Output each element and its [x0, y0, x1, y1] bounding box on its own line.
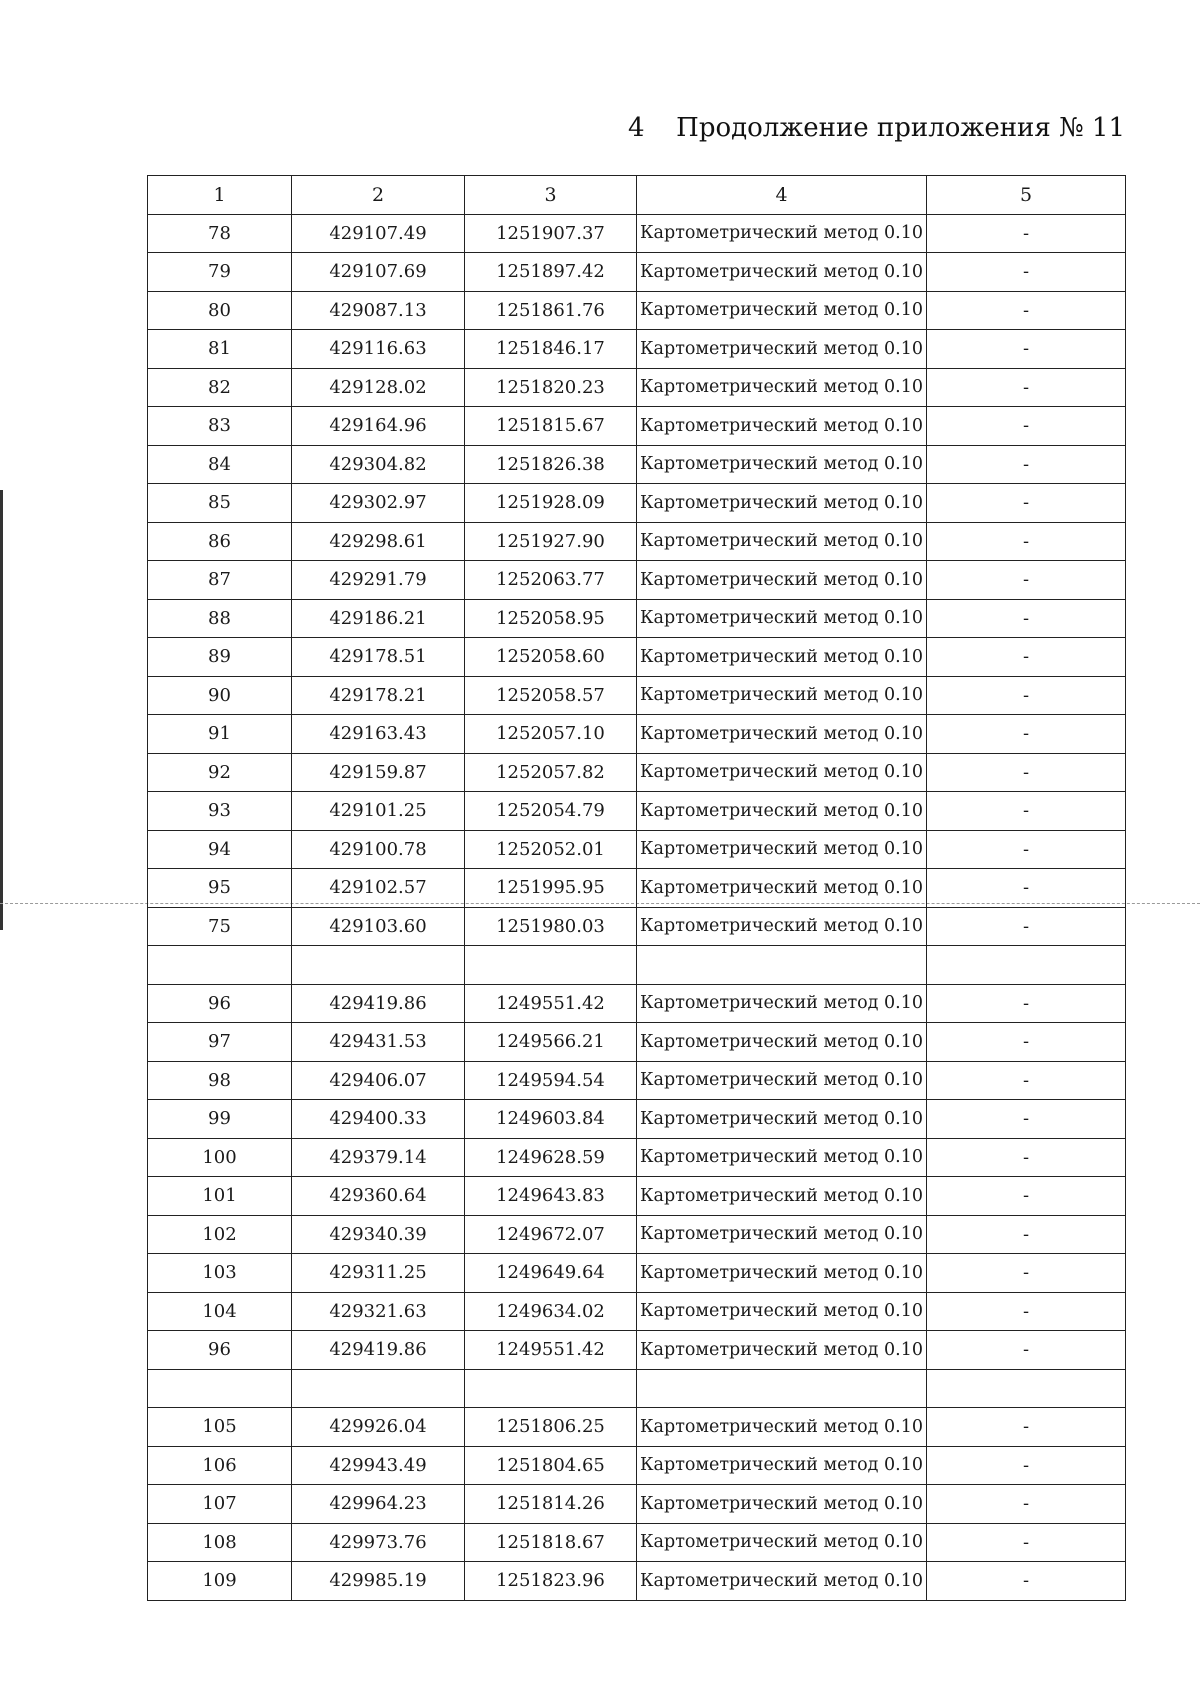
table-row: [148, 869, 1126, 908]
cell-description: -: [927, 1215, 1126, 1254]
cell-description: -: [927, 1485, 1126, 1524]
cell-x-coordinate: 429159.87: [292, 753, 465, 792]
cell-method: Картометрический метод 0.10: [637, 214, 927, 253]
cell-method: Картометрический метод 0.10: [637, 1254, 927, 1293]
cell-method: Картометрический метод 0.10: [637, 1292, 927, 1331]
cell-description: -: [927, 1061, 1126, 1100]
table-header-row: [148, 176, 1126, 215]
cell-method: Картометрический метод 0.10: [637, 522, 927, 561]
cell-y-coordinate: 1251823.96: [465, 1562, 637, 1601]
cell-y-coordinate: 1251826.38: [465, 445, 637, 484]
cell-point-number: 96: [148, 984, 292, 1023]
cell-y-coordinate: 1249643.83: [465, 1177, 637, 1216]
cell-description: -: [927, 1446, 1126, 1485]
cell-method: Картометрический метод 0.10: [637, 907, 927, 946]
cell-description: [927, 946, 1126, 985]
cell-method: Картометрический метод 0.10: [637, 1523, 927, 1562]
table-row: [148, 1061, 1126, 1100]
cell-point-number: 82: [148, 368, 292, 407]
column-header-method-accuracy: 4: [637, 176, 927, 215]
table-row: [148, 1100, 1126, 1139]
cell-point-number: 89: [148, 638, 292, 677]
cell-method: Картометрический метод 0.10: [637, 715, 927, 754]
table-row: [148, 407, 1126, 446]
cell-description: -: [927, 830, 1126, 869]
cell-x-coordinate: 429302.97: [292, 484, 465, 523]
cell-y-coordinate: 1251897.42: [465, 253, 637, 292]
cell-x-coordinate: 429087.13: [292, 291, 465, 330]
table-row: [148, 1138, 1126, 1177]
cell-point-number: 102: [148, 1215, 292, 1254]
cell-y-coordinate: 1249594.54: [465, 1061, 637, 1100]
cell-x-coordinate: 429116.63: [292, 330, 465, 369]
cell-method: Картометрический метод 0.10: [637, 445, 927, 484]
cell-method: [637, 946, 927, 985]
cell-y-coordinate: 1249672.07: [465, 1215, 637, 1254]
cell-method: Картометрический метод 0.10: [637, 1023, 927, 1062]
cell-point-number: 79: [148, 253, 292, 292]
cell-method: Картометрический метод 0.10: [637, 561, 927, 600]
cell-description: -: [927, 715, 1126, 754]
cell-y-coordinate: 1252054.79: [465, 792, 637, 831]
cell-y-coordinate: 1249551.42: [465, 1331, 637, 1370]
cell-description: -: [927, 368, 1126, 407]
cell-y-coordinate: 1251815.67: [465, 407, 637, 446]
table-row: [148, 484, 1126, 523]
cell-description: [927, 1369, 1126, 1408]
cell-point-number: 104: [148, 1292, 292, 1331]
table-row: [148, 368, 1126, 407]
cell-description: -: [927, 984, 1126, 1023]
cell-x-coordinate: 429943.49: [292, 1446, 465, 1485]
cell-y-coordinate: [465, 1369, 637, 1408]
table-row: [148, 792, 1126, 831]
cell-x-coordinate: 429101.25: [292, 792, 465, 831]
cell-method: Картометрический метод 0.10: [637, 599, 927, 638]
column-header-y-coordinate: 3: [465, 176, 637, 215]
cell-description: -: [927, 1177, 1126, 1216]
cell-x-coordinate: 429360.64: [292, 1177, 465, 1216]
cell-point-number: 99: [148, 1100, 292, 1139]
cell-x-coordinate: 429379.14: [292, 1138, 465, 1177]
cell-method: Картометрический метод 0.10: [637, 638, 927, 677]
table-row: [148, 753, 1126, 792]
cell-x-coordinate: 429107.69: [292, 253, 465, 292]
cell-method: Картометрический метод 0.10: [637, 407, 927, 446]
cell-x-coordinate: 429964.23: [292, 1485, 465, 1524]
cell-method: Картометрический метод 0.10: [637, 753, 927, 792]
cell-method: Картометрический метод 0.10: [637, 368, 927, 407]
cell-y-coordinate: 1252058.57: [465, 676, 637, 715]
cell-point-number: 78: [148, 214, 292, 253]
cell-method: Картометрический метод 0.10: [637, 792, 927, 831]
table-row: [148, 599, 1126, 638]
cell-description: -: [927, 561, 1126, 600]
cell-y-coordinate: 1249551.42: [465, 984, 637, 1023]
table-row: [148, 907, 1126, 946]
cell-description: -: [927, 1254, 1126, 1293]
cell-point-number: 93: [148, 792, 292, 831]
cell-x-coordinate: 429926.04: [292, 1408, 465, 1447]
cell-description: -: [927, 1408, 1126, 1447]
cell-x-coordinate: 429321.63: [292, 1292, 465, 1331]
cell-x-coordinate: 429186.21: [292, 599, 465, 638]
cell-point-number: 88: [148, 599, 292, 638]
cell-x-coordinate: [292, 1369, 465, 1408]
cell-x-coordinate: 429973.76: [292, 1523, 465, 1562]
cell-x-coordinate: 429107.49: [292, 214, 465, 253]
cell-y-coordinate: 1251907.37: [465, 214, 637, 253]
table-row: [148, 984, 1126, 1023]
cell-point-number: 95: [148, 869, 292, 908]
cell-x-coordinate: 429178.21: [292, 676, 465, 715]
cell-point-number: 92: [148, 753, 292, 792]
scan-edge-mark: [0, 490, 3, 930]
cell-description: -: [927, 792, 1126, 831]
cell-y-coordinate: 1249634.02: [465, 1292, 637, 1331]
cell-description: -: [927, 407, 1126, 446]
cell-y-coordinate: 1251927.90: [465, 522, 637, 561]
cell-y-coordinate: 1251806.25: [465, 1408, 637, 1447]
table-row: [148, 1254, 1126, 1293]
cell-y-coordinate: 1252058.60: [465, 638, 637, 677]
cell-point-number: 107: [148, 1485, 292, 1524]
cell-method: Картометрический метод 0.10: [637, 830, 927, 869]
cell-y-coordinate: 1251980.03: [465, 907, 637, 946]
cell-description: -: [927, 445, 1126, 484]
coordinates-table: [147, 175, 1126, 1601]
table-row: [148, 1177, 1126, 1216]
cell-method: Картометрический метод 0.10: [637, 291, 927, 330]
cell-description: -: [927, 1292, 1126, 1331]
page-number: 4: [628, 113, 645, 143]
cell-y-coordinate: 1251820.23: [465, 368, 637, 407]
table-row: [148, 445, 1126, 484]
cell-point-number: 87: [148, 561, 292, 600]
cell-description: -: [927, 1331, 1126, 1370]
cell-x-coordinate: 429985.19: [292, 1562, 465, 1601]
cell-point-number: [148, 946, 292, 985]
cell-method: Картометрический метод 0.10: [637, 1562, 927, 1601]
cell-method: Картометрический метод 0.10: [637, 1408, 927, 1447]
cell-x-coordinate: 429419.86: [292, 984, 465, 1023]
cell-method: Картометрический метод 0.10: [637, 330, 927, 369]
cell-method: Картометрический метод 0.10: [637, 484, 927, 523]
cell-description: -: [927, 907, 1126, 946]
cell-description: -: [927, 1100, 1126, 1139]
cell-method: [637, 1369, 927, 1408]
table-row: [148, 1446, 1126, 1485]
cell-y-coordinate: 1251814.26: [465, 1485, 637, 1524]
column-header-point-number: 1: [148, 176, 292, 215]
cell-y-coordinate: 1251818.67: [465, 1523, 637, 1562]
table-row: [148, 715, 1126, 754]
cell-point-number: 81: [148, 330, 292, 369]
cell-point-number: 98: [148, 1061, 292, 1100]
appendix-continuation-title: Продолжение приложения № 11: [676, 113, 1125, 143]
table-row: [148, 1292, 1126, 1331]
cell-point-number: 90: [148, 676, 292, 715]
cell-y-coordinate: 1251846.17: [465, 330, 637, 369]
cell-description: -: [927, 869, 1126, 908]
table-row: [148, 253, 1126, 292]
cell-x-coordinate: 429102.57: [292, 869, 465, 908]
table-row: [148, 291, 1126, 330]
table-row: [148, 638, 1126, 677]
cell-x-coordinate: 429298.61: [292, 522, 465, 561]
cell-x-coordinate: 429291.79: [292, 561, 465, 600]
cell-point-number: 106: [148, 1446, 292, 1485]
table-row: [148, 1023, 1126, 1062]
table-row: [148, 330, 1126, 369]
table-row: [148, 946, 1126, 985]
cell-y-coordinate: 1251995.95: [465, 869, 637, 908]
cell-point-number: 105: [148, 1408, 292, 1447]
table-header: [148, 176, 1126, 215]
cell-point-number: [148, 1369, 292, 1408]
cell-x-coordinate: 429304.82: [292, 445, 465, 484]
table-row: [148, 1369, 1126, 1408]
table-row: [148, 1562, 1126, 1601]
cell-x-coordinate: 429311.25: [292, 1254, 465, 1293]
cell-y-coordinate: 1249628.59: [465, 1138, 637, 1177]
cell-method: Картометрический метод 0.10: [637, 1138, 927, 1177]
cell-point-number: 103: [148, 1254, 292, 1293]
cell-y-coordinate: 1249649.64: [465, 1254, 637, 1293]
cell-description: -: [927, 484, 1126, 523]
cell-y-coordinate: 1251928.09: [465, 484, 637, 523]
table-row: [148, 1408, 1126, 1447]
cell-method: Картометрический метод 0.10: [637, 1485, 927, 1524]
table-row: [148, 561, 1126, 600]
cell-point-number: 97: [148, 1023, 292, 1062]
column-header-description: 5: [927, 176, 1126, 215]
cell-description: -: [927, 1523, 1126, 1562]
cell-y-coordinate: 1252057.82: [465, 753, 637, 792]
cell-x-coordinate: 429400.33: [292, 1100, 465, 1139]
cell-x-coordinate: 429431.53: [292, 1023, 465, 1062]
cell-x-coordinate: 429178.51: [292, 638, 465, 677]
table-row: [148, 214, 1126, 253]
cell-method: Картометрический метод 0.10: [637, 1446, 927, 1485]
cell-y-coordinate: 1249566.21: [465, 1023, 637, 1062]
cell-y-coordinate: [465, 946, 637, 985]
cell-description: -: [927, 599, 1126, 638]
cell-method: Картометрический метод 0.10: [637, 869, 927, 908]
table-row: [148, 1215, 1126, 1254]
cell-point-number: 96: [148, 1331, 292, 1370]
cell-description: -: [927, 676, 1126, 715]
cell-method: Картометрический метод 0.10: [637, 1100, 927, 1139]
cell-y-coordinate: 1252063.77: [465, 561, 637, 600]
cell-method: Картометрический метод 0.10: [637, 1177, 927, 1216]
cell-x-coordinate: 429164.96: [292, 407, 465, 446]
cell-description: -: [927, 1562, 1126, 1601]
cell-x-coordinate: 429103.60: [292, 907, 465, 946]
cell-description: -: [927, 753, 1126, 792]
table-row: [148, 1523, 1126, 1562]
cell-description: -: [927, 638, 1126, 677]
cell-y-coordinate: 1252057.10: [465, 715, 637, 754]
cell-x-coordinate: [292, 946, 465, 985]
table-row: [148, 676, 1126, 715]
cell-method: Картометрический метод 0.10: [637, 253, 927, 292]
cell-y-coordinate: 1251861.76: [465, 291, 637, 330]
cell-point-number: 86: [148, 522, 292, 561]
cell-y-coordinate: 1251804.65: [465, 1446, 637, 1485]
cell-description: -: [927, 330, 1126, 369]
table-row: [148, 1485, 1126, 1524]
cell-point-number: 101: [148, 1177, 292, 1216]
cell-method: Картометрический метод 0.10: [637, 676, 927, 715]
cell-x-coordinate: 429163.43: [292, 715, 465, 754]
cell-description: -: [927, 522, 1126, 561]
cell-method: Картометрический метод 0.10: [637, 1215, 927, 1254]
table-body: [148, 214, 1126, 1600]
cell-method: Картометрический метод 0.10: [637, 1331, 927, 1370]
cell-point-number: 80: [148, 291, 292, 330]
cell-description: -: [927, 253, 1126, 292]
cell-description: -: [927, 1023, 1126, 1062]
table-row: [148, 522, 1126, 561]
cell-x-coordinate: 429128.02: [292, 368, 465, 407]
cell-description: -: [927, 291, 1126, 330]
cell-x-coordinate: 429406.07: [292, 1061, 465, 1100]
table-row: [148, 830, 1126, 869]
cell-point-number: 84: [148, 445, 292, 484]
column-header-x-coordinate: 2: [292, 176, 465, 215]
cell-point-number: 100: [148, 1138, 292, 1177]
cell-point-number: 108: [148, 1523, 292, 1562]
cell-x-coordinate: 429419.86: [292, 1331, 465, 1370]
cell-description: -: [927, 214, 1126, 253]
cell-point-number: 85: [148, 484, 292, 523]
cell-description: -: [927, 1138, 1126, 1177]
cell-method: Картометрический метод 0.10: [637, 984, 927, 1023]
cell-x-coordinate: 429340.39: [292, 1215, 465, 1254]
cell-point-number: 109: [148, 1562, 292, 1601]
cell-y-coordinate: 1249603.84: [465, 1100, 637, 1139]
cell-x-coordinate: 429100.78: [292, 830, 465, 869]
cell-y-coordinate: 1252052.01: [465, 830, 637, 869]
cell-point-number: 94: [148, 830, 292, 869]
cell-y-coordinate: 1252058.95: [465, 599, 637, 638]
cell-point-number: 91: [148, 715, 292, 754]
table-row: [148, 1331, 1126, 1370]
cell-method: Картометрический метод 0.10: [637, 1061, 927, 1100]
cell-point-number: 75: [148, 907, 292, 946]
cell-point-number: 83: [148, 407, 292, 446]
